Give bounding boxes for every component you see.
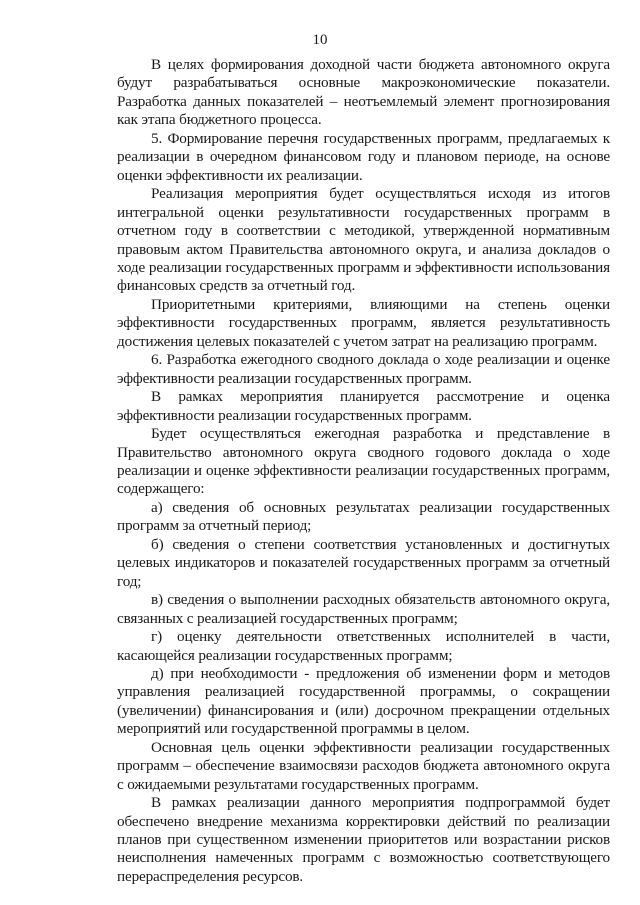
list-item-g: г) оценку деятельности ответственных исполнителей в части, касающейся реализации государственных программ; xyxy=(117,628,610,664)
list-item-v: в) сведения о выполнении расходных обязательств автономного округа, связанных с реализацией государственных программ; xyxy=(117,591,610,627)
paragraph: Основная цель оценки эффективности реализации государственных программ – обеспечение взаимосвязи расходов бюджета автономного округа с ожидаемыми результатами государственных программ. xyxy=(117,738,610,793)
page-number: 10 xyxy=(312,32,328,48)
document-body xyxy=(117,56,610,886)
list-item-a: а) сведения об основных результатах реализации государственных программ за отчетный период; xyxy=(117,498,610,535)
paragraph: Реализация мероприятия будет осуществляться исходя из итогов интегральной оценки результативности государственных программ в отчетном году в соответствии с методикой, утвержденной нормативным правовым актом Правительства автономного округа, и анализа докладов о ходе реализации государственных программ и эффективности использования финансовых средств за отчетный год. xyxy=(117,185,610,295)
paragraph: Приоритетными критериями, влияющими на степень оценки эффективности государственных программ, является результативность достижения целевых показателей с учетом затрат на реализацию программ. xyxy=(117,295,610,350)
paragraph: В рамках мероприятия планируется рассмотрение и оценка эффективности реализации государственных программ. xyxy=(117,388,610,424)
paragraph: 6. Разработка ежегодного сводного доклада о ходе реализации и оценке эффективности реализации государственных программ. xyxy=(117,351,610,387)
list-item-d: д) при необходимости - предложения об изменении форм и методов управления реализацией государственной программы, о сокращении (увеличении) финансирования и (или) досрочном прекращении отдельных мероприятий или государственной программы в целом. xyxy=(117,664,610,738)
paragraph: В целях формирования доходной части бюджета автономного округа будут разрабатываться основные макроэкономические показатели. Разработка данных показателей – неотъемлемый элемент прогнозирования как этапа бюджетного процесса. xyxy=(117,56,610,129)
paragraph: Будет осуществляться ежегодная разработка и представление в Правительство автономного округа сводного годового доклада о ходе реализации и оценке эффективности реализации государственных программ, содержащего: xyxy=(117,425,610,498)
paragraph: В рамках реализации данного мероприятия подпрограммой будет обеспечено внедрение механизма корректировки действий по реализации планов при существенном изменении приоритетов или возрастании рисков неисполнения намеченных программ с возможностью соответствующего перераспределения ресурсов. xyxy=(117,794,610,885)
paragraph: 5. Формирование перечня государственных программ, предлагаемых к реализации в очередном финансовом году и плановом периоде, на основе оценки эффективности их реализации. xyxy=(117,129,610,184)
list-item-b: б) сведения о степени соответствия установленных и достигнутых целевых индикаторов и показателей государственных программ за отчетный год; xyxy=(117,535,610,590)
